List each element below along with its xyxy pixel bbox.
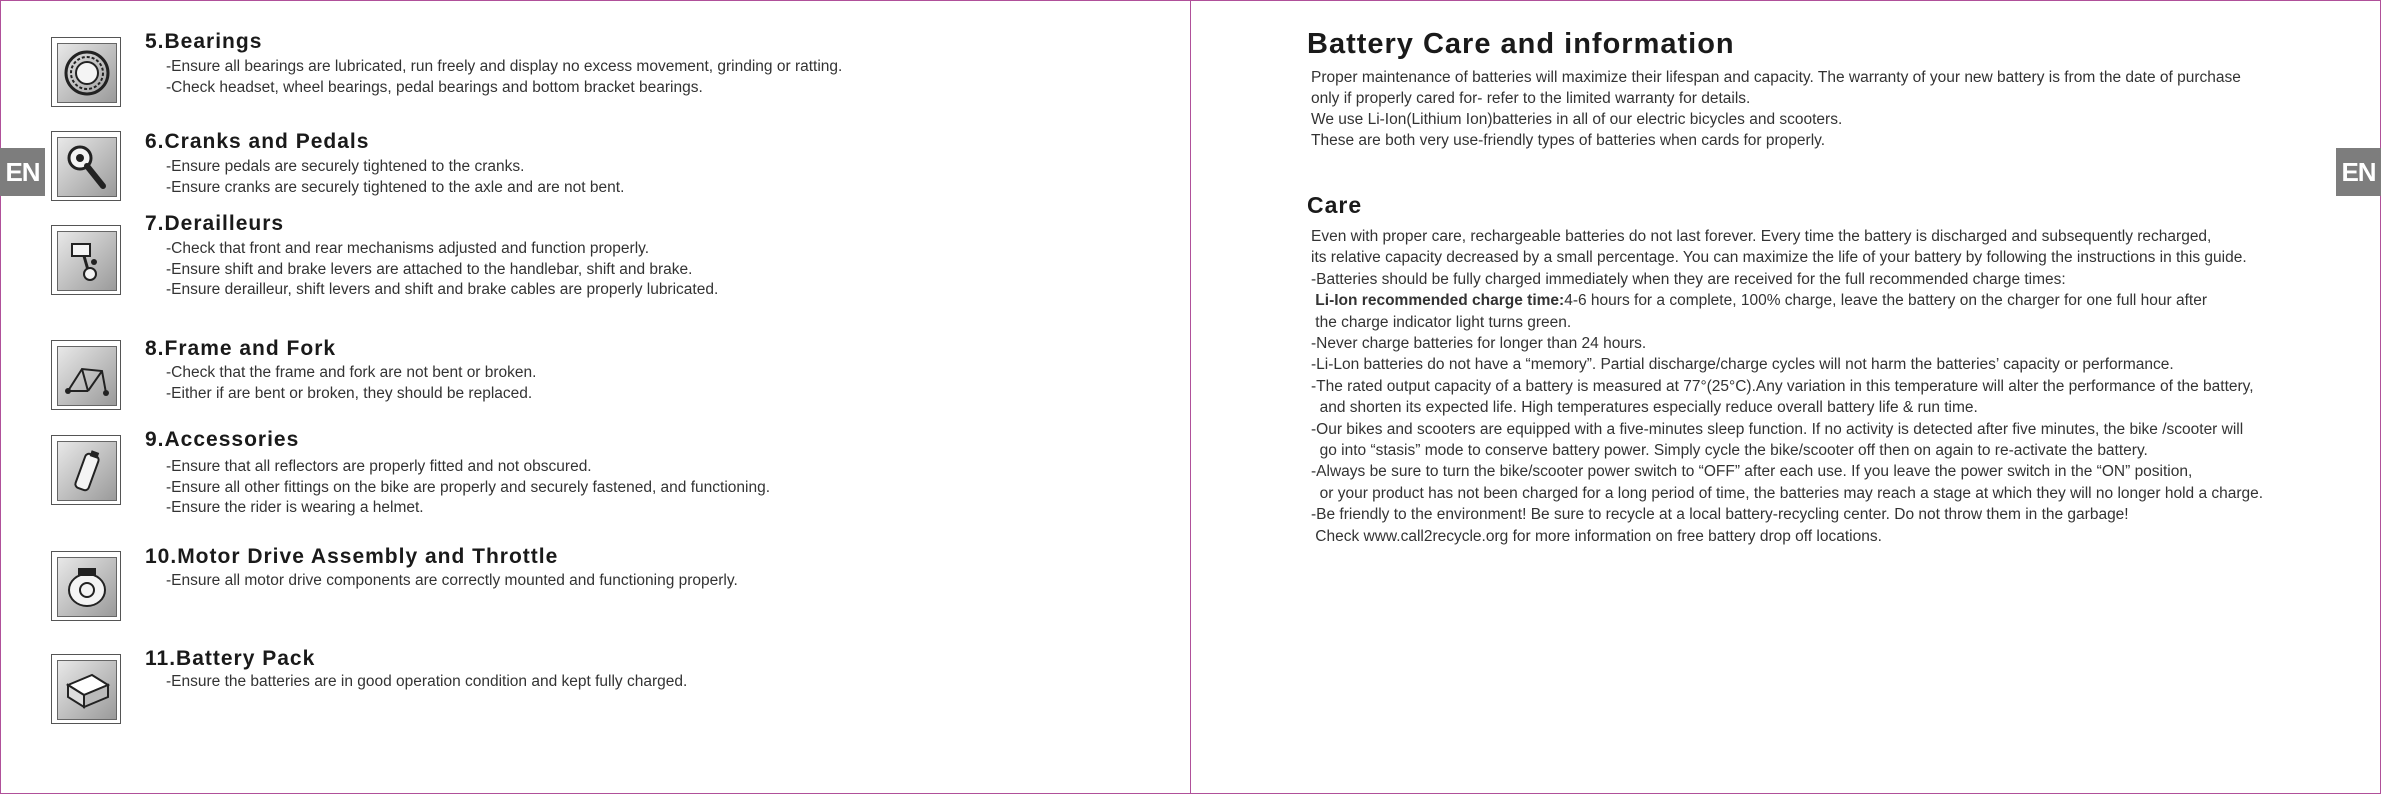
derailleur-icon bbox=[51, 225, 121, 295]
motor-icon bbox=[51, 551, 121, 621]
section-title: 11.Battery Pack bbox=[145, 647, 316, 670]
section-lines: -Check that the frame and fork are not bent or broken. -Either if are bent or broken, they should be replaced. bbox=[166, 364, 537, 402]
page-divider bbox=[1190, 0, 1191, 794]
charge-time-text: 4-6 hours for a complete, 100% charge, leave the battery on the charger for one full hour after bbox=[1564, 292, 2207, 310]
section-title: 10.Motor Drive Assembly and Throttle bbox=[145, 545, 559, 568]
section-title: 6.Cranks and Pedals bbox=[145, 130, 370, 153]
crank-icon bbox=[51, 131, 121, 201]
battery-icon bbox=[51, 654, 121, 724]
battery-care-title: Battery Care and information bbox=[1307, 28, 1735, 60]
language-tab-left: EN bbox=[0, 148, 45, 196]
section-lines: -Ensure pedals are securely tightened to the cranks. -Ensure cranks are securely tightened to the axle and are not bent. bbox=[166, 158, 625, 196]
recycle-link-line: Check www.call2recycle.org for more information on free battery drop off locations. bbox=[1311, 527, 1882, 545]
charge-time-label: Li-Ion recommended charge time: bbox=[1311, 292, 1565, 310]
section-lines: -Ensure that all reflectors are properly fitted and not obscured. -Ensure all other fittings on the bike are properly and securely fastened, and functioning. -Ensure the rider is wearing a helmet. bbox=[166, 458, 771, 516]
language-tab-right: EN bbox=[2336, 148, 2381, 196]
frame-icon bbox=[51, 340, 121, 410]
battery-intro: Proper maintenance of batteries will maximize their lifespan and capacity. The warranty of your new battery is from the date of purchase only if properly cared for- refer to the limited warranty for details. We use Li-Ion(Lithium Ion)batteries in all of our electric bicycles and scooters. These are both very use-friendly types of batteries when cards for properly. bbox=[1311, 69, 2241, 149]
care-heading: Care bbox=[1307, 192, 1363, 218]
care-instructions: Even with proper care, rechargeable batteries do not last forever. Every time the battery is discharged and subsequently recharged, its relative capacity decreased by a small percentage. You can maximize the life of your battery by following the instructions in this guide. -Batteries should be fully charged immediately when they are received for the full recommended charge times: Li-Ion recommended charge time:4-6 hours for a complete, 100% charge, leave the battery on the charger for one full hour after the charge indicator light turns green. -Never charge batteries for longer than 24 hours. -Li-Lon batteries do not have a “memory”. Partial discharge/charge cycles will not harm the batteries’ capacity or performance. -The rated output capacity of a battery is measured at 77°(25°C).Any variation in this temperature will alter the performance of the battery, and shorten its expected life. High temperatures especially reduce overall battery life & run time. -Our bikes and scooters are equipped with a five-minutes sleep function. If no activity is detected after five minutes, the bike /scooter will go into “stasis” mode to conserve battery power. Simply cycle the bike/scooter off then on again to re-activate the battery. -Always be sure to turn the bike/scooter power switch to “OFF” after each use. If you leave the power switch in the “ON” position, or your product has not been charged for a long period of time, the batteries may reach a stage at which they will no longer hold a charge. -Be friendly to the environment! Be sure to recycle at a local battery-recycling center. Do not throw them in the garbage! Check www.call2recycle.org for more information on free battery drop off locations. bbox=[1311, 226, 2263, 547]
section-title: 7.Derailleurs bbox=[145, 212, 285, 235]
section-lines: -Ensure the batteries are in good operation condition and kept fully charged. bbox=[166, 673, 688, 690]
section-lines: -Ensure all bearings are lubricated, run freely and display no excess movement, grinding or ratting. -Check headset, wheel bearings, pedal bearings and bottom bracket bearings. bbox=[166, 58, 843, 96]
bearing-icon bbox=[51, 37, 121, 107]
section-lines: -Check that front and rear mechanisms adjusted and function properly. -Ensure shift and brake levers are attached to the handlebar, shift and brake. -Ensure derailleur, shift levers and shift and brake cables are properly lubricated. bbox=[166, 240, 719, 298]
section-title: 8.Frame and Fork bbox=[145, 337, 337, 360]
section-title: 5.Bearings bbox=[145, 30, 263, 53]
charge-time-line bbox=[1311, 290, 2263, 311]
section-lines: -Ensure all motor drive components are correctly mounted and functioning properly. bbox=[166, 572, 738, 589]
accessory-icon bbox=[51, 435, 121, 505]
section-title: 9.Accessories bbox=[145, 428, 300, 451]
